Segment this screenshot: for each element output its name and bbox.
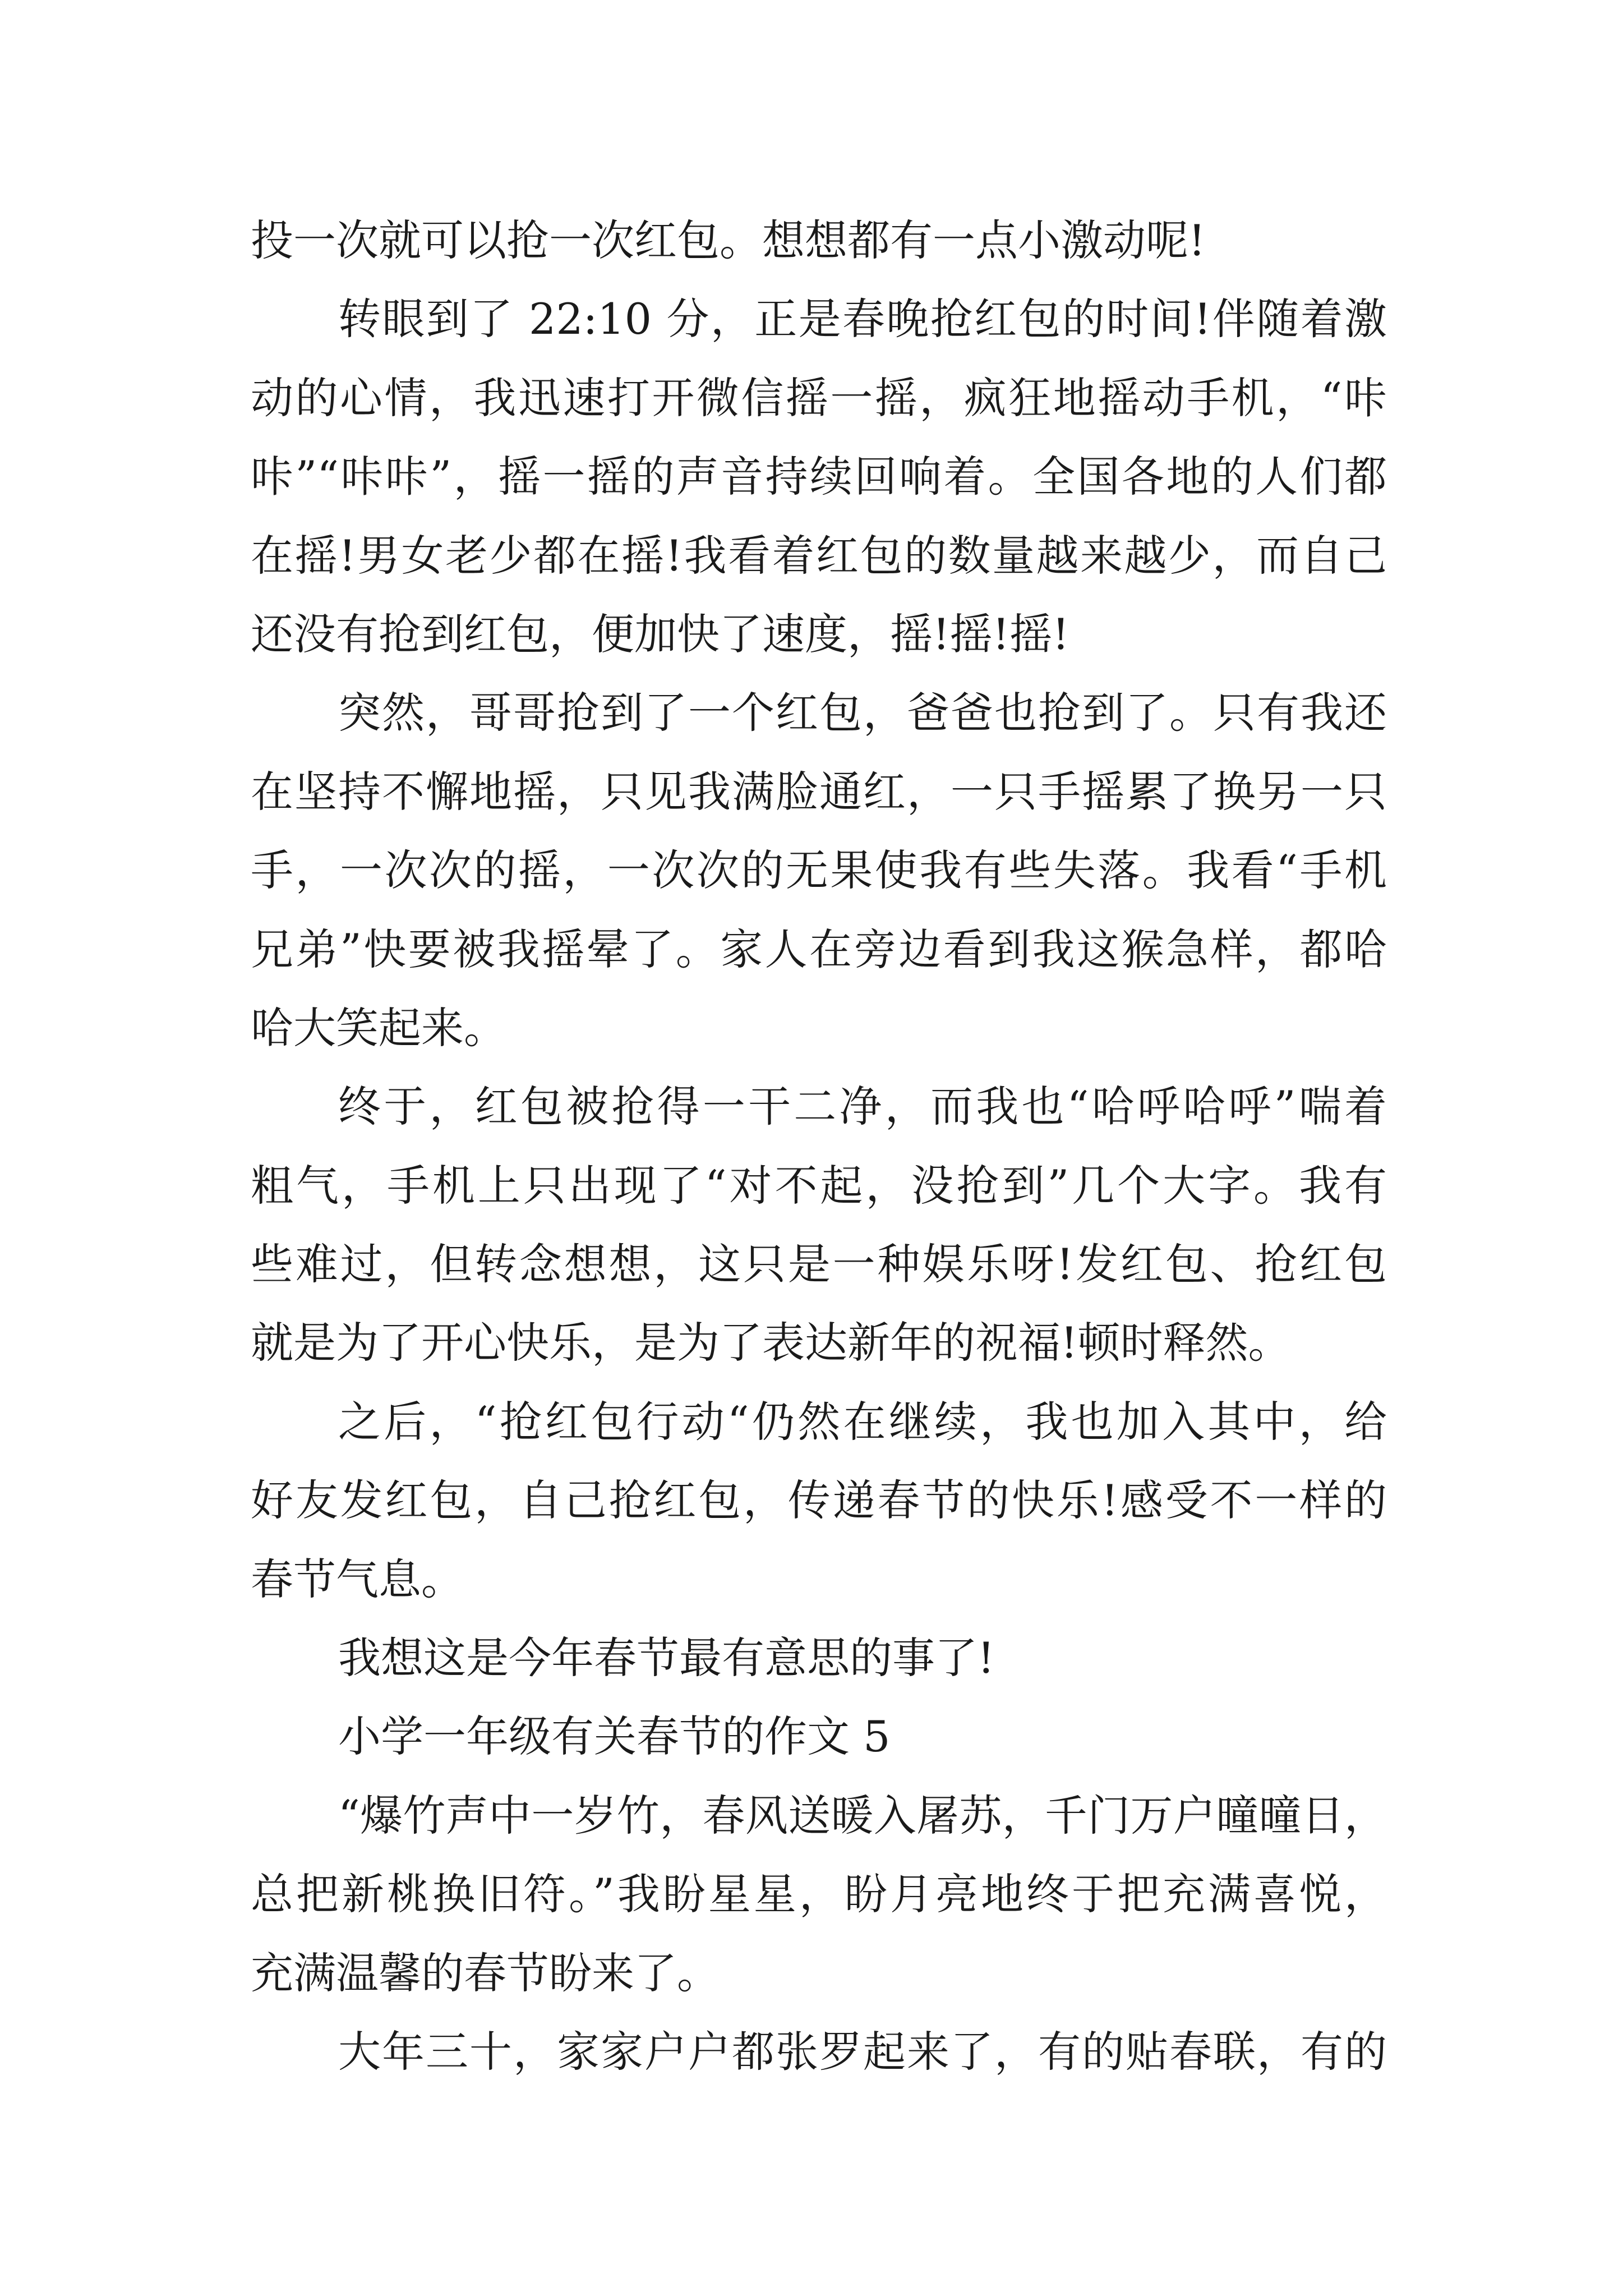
text-line: 就是为了开心快乐，是为了表达新年的祝福!顿时释然。 <box>251 1318 1291 1368</box>
text-line: 兄弟”快要被我摇晕了。家人在旁边看到我这猴急样，都哈 <box>251 924 1387 974</box>
text-line: 春节气息。 <box>251 1554 464 1604</box>
text-line: 突然，哥哥抢到了一个红包，爸爸也抢到了。只有我还 <box>338 688 1387 738</box>
text-line: 好友发红包，自己抢红包，传递春节的快乐!感受不一样的 <box>251 1475 1387 1526</box>
text-line: 在摇!男女老少都在摇!我看着红包的数量越来越少，而自己 <box>251 530 1387 581</box>
essay-title <box>251 1697 1387 1776</box>
text-line: 我想这是今年春节最有意思的事了! <box>338 1633 995 1683</box>
paragraph <box>251 1777 1387 2013</box>
text-line: 大年三十，家家户户都张罗起来了，有的贴春联，有的 <box>338 2026 1387 2077</box>
text-line: 投一次就可以抢一次红包。想想都有一点小激动呢! <box>251 215 1206 265</box>
essay-body <box>251 201 1387 2091</box>
text-line: 咔”“咔咔”，摇一摇的声音持续回响着。全国各地的人们都 <box>251 452 1387 502</box>
text-line: 充满温馨的春节盼来了。 <box>251 1948 720 1998</box>
text-line: 转眼到了 22:10 分，正是春晚抢红包的时间!伴随着激 <box>338 294 1387 344</box>
text-line: “爆竹声中一岁竹，春风送暖入屠苏，千门万户曈曈日， <box>338 1790 1387 1841</box>
text-line: 在坚持不懈地摇，只见我满脸通红，一只手摇累了换另一只 <box>251 766 1387 817</box>
text-line: 终于，红包被抢得一干二净，而我也“哈呼哈呼”喘着 <box>338 1082 1387 1132</box>
text-line: 手，一次次的摇，一次次的无果使我有些失落。我看“手机 <box>251 845 1387 896</box>
text-line: 粗气，手机上只出现了“对不起，没抢到”几个大字。我有 <box>251 1160 1387 1211</box>
paragraph-continuation <box>251 201 1387 280</box>
paragraph <box>251 280 1387 674</box>
paragraph <box>251 1383 1387 1619</box>
text-line: 还没有抢到红包，便加快了速度，摇!摇!摇! <box>251 609 1069 659</box>
paragraph <box>251 1619 1387 1697</box>
paragraph <box>251 674 1387 1068</box>
paragraph <box>251 2013 1387 2091</box>
text-line: 之后，“抢红包行动“仍然在继续，我也加入其中，给 <box>338 1396 1387 1447</box>
essay-title-text: 小学一年级有关春节的作文 5 <box>338 1711 891 1762</box>
text-line: 些难过，但转念想想，这只是一种娱乐呀!发红包、抢红包 <box>251 1239 1387 1290</box>
text-line: 哈大笑起来。 <box>251 1002 506 1053</box>
text-line: 总把新桃换旧符。”我盼星星，盼月亮地终于把充满喜悦， <box>251 1869 1387 1920</box>
paragraph <box>251 1068 1387 1383</box>
text-line: 动的心情，我迅速打开微信摇一摇，疯狂地摇动手机，“咔 <box>251 372 1387 423</box>
